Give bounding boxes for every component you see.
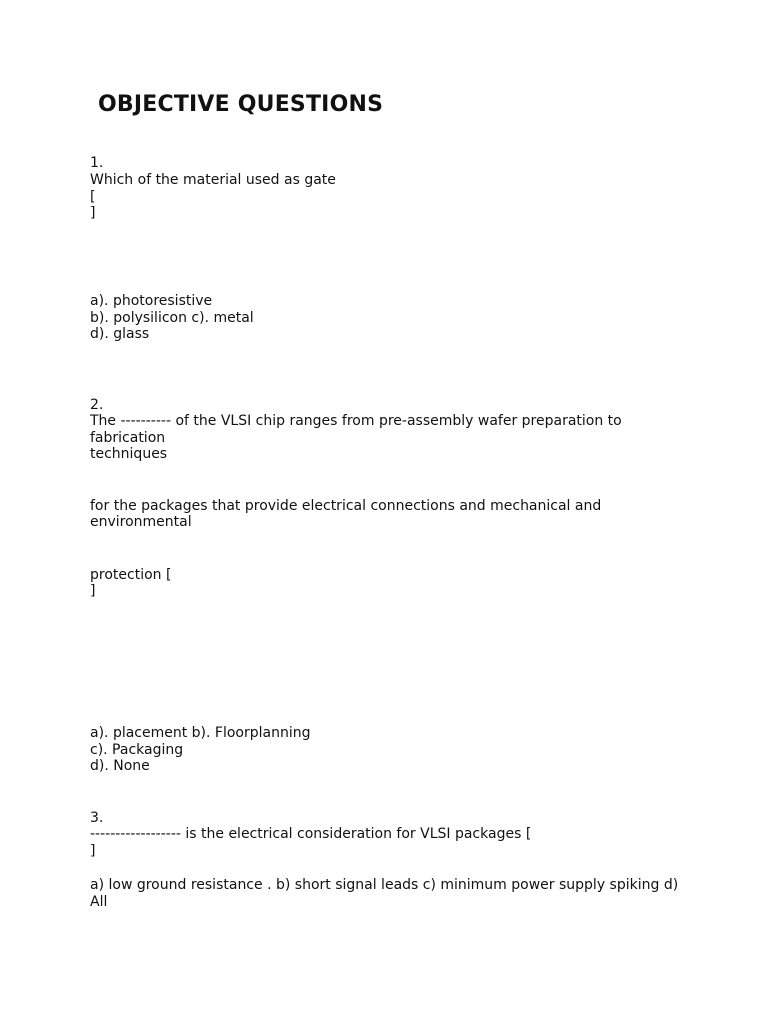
question-1-option-bc: b). polysilicon c). metal — [90, 310, 254, 326]
question-1-number: 1. — [90, 155, 104, 171]
question-2-option-c: c). Packaging — [90, 742, 184, 758]
question-1-text: Which of the material used as gate — [90, 172, 336, 188]
question-2-text-line-5: environmental — [90, 514, 192, 530]
question-3-options-line-1: a) low ground resistance . b) short signal leads c) minimum power supply spiking d) — [90, 877, 679, 893]
question-2-text-line-6: protection [ — [90, 567, 172, 583]
question-3-options-line-2: All — [90, 894, 108, 910]
question-3-number: 3. — [90, 810, 104, 826]
question-2-option-ab: a). placement b). Floorplanning — [90, 725, 311, 741]
question-2-text-line-3: techniques — [90, 446, 168, 462]
question-2-option-d: d). None — [90, 758, 150, 774]
question-2-text-line-2: fabrication — [90, 430, 166, 446]
question-2-number: 2. — [90, 397, 104, 413]
question-2-text-line-1: The ---------- of the VLSI chip ranges from pre-assembly wafer preparation to — [90, 413, 622, 429]
page-title: OBJECTIVE QUESTIONS — [98, 92, 384, 117]
question-1-option-d: d). glass — [90, 326, 150, 342]
question-1-option-a: a). photoresistive — [90, 293, 213, 309]
question-1-bracket-close: ] — [90, 205, 96, 221]
question-2-bracket-close: ] — [90, 583, 96, 599]
question-1-bracket-open: [ — [90, 189, 96, 205]
question-3-text: ------------------ is the electrical consideration for VLSI packages [ — [90, 826, 532, 842]
question-3-bracket-close: ] — [90, 843, 96, 859]
question-2-text-line-4: for the packages that provide electrical connections and mechanical and — [90, 498, 602, 514]
